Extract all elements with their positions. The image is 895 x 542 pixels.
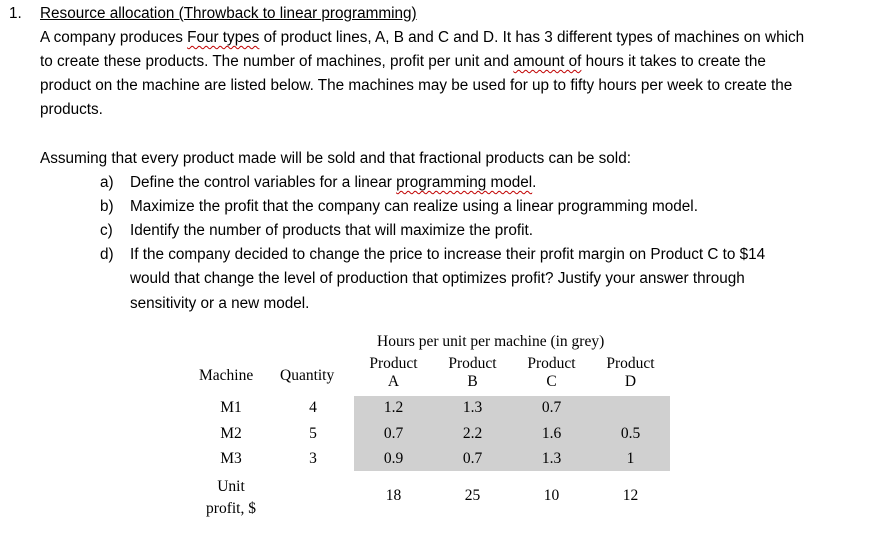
profit-c: 10 <box>543 487 560 504</box>
assumption-text: Assuming that every product made will be sold and that fractional products can be sold: <box>40 150 631 167</box>
header-product-b: Product B <box>448 355 497 390</box>
row-m1-machine: M1 <box>220 399 242 416</box>
intro-line-1: A company produces Four types of product lines, A, B and C and D. It has 3 different types of machines on which <box>40 29 805 46</box>
row-m3-hours-c: 1.3 <box>541 450 562 467</box>
intro-line-2: to create these products. The number of machines, profit per unit and amount of hours it takes to create the <box>40 53 766 70</box>
intro-line-4: products. <box>40 101 103 118</box>
part-d-line-3: sensitivity or a new model. <box>130 295 310 312</box>
part-a-text: Define the control variables for a linear programming model. <box>130 174 537 191</box>
part-b-label: b) <box>100 198 114 215</box>
profit-b: 25 <box>464 487 481 504</box>
profit-a: 18 <box>385 487 402 504</box>
row-m1-hours-a: 1.2 <box>383 399 404 416</box>
question-title: Resource allocation (Throwback to linear programming) <box>40 5 417 22</box>
row-m2-hours-a: 0.7 <box>383 425 404 442</box>
row-m3-hours-a: 0.9 <box>383 450 404 467</box>
row-m2-hours-b: 2.2 <box>462 425 483 442</box>
part-b-text: Maximize the profit that the company can realize using a linear programming model. <box>130 198 698 215</box>
row-m1-hours-c: 0.7 <box>541 399 562 416</box>
row-m2-hours-d: 0.5 <box>620 425 641 442</box>
header-machine: Machine <box>199 367 254 384</box>
row-m3-hours-b: 0.7 <box>462 450 483 467</box>
row-m3-quantity: 3 <box>309 450 317 467</box>
table-caption: Hours per unit per machine (in grey) <box>377 333 605 350</box>
part-d-label: d) <box>100 246 114 263</box>
row-m2-hours-c: 1.6 <box>541 425 562 442</box>
profit-label: Unit profit, $ <box>206 478 256 517</box>
row-m1-quantity: 4 <box>309 399 317 416</box>
header-quantity: Quantity <box>280 367 335 384</box>
part-c-text: Identify the number of products that will maximize the profit. <box>130 222 533 239</box>
header-product-d: Product D <box>606 355 655 390</box>
row-m3-hours-d: 1 <box>626 450 635 467</box>
part-d-line-1: If the company decided to change the price to increase their profit margin on Product C to $14 <box>130 246 766 263</box>
row-m1-hours-b: 1.3 <box>462 399 483 416</box>
row-m2-machine: M2 <box>220 425 242 442</box>
intro-line-3: product on the machine are listed below. The machines may be used for up to fifty hours per week to create the <box>40 77 793 94</box>
part-d-line-2: would that change the level of production that optimizes profit? Justify your answer through <box>130 270 745 287</box>
question-number: 1. <box>9 5 22 22</box>
part-a-label: a) <box>100 174 114 191</box>
part-c-label: c) <box>100 222 113 239</box>
header-product-a: Product A <box>369 355 418 390</box>
row-m3-machine: M3 <box>220 450 242 467</box>
profit-d: 12 <box>622 487 639 504</box>
header-product-c: Product C <box>527 355 576 390</box>
row-m2-quantity: 5 <box>309 425 317 442</box>
